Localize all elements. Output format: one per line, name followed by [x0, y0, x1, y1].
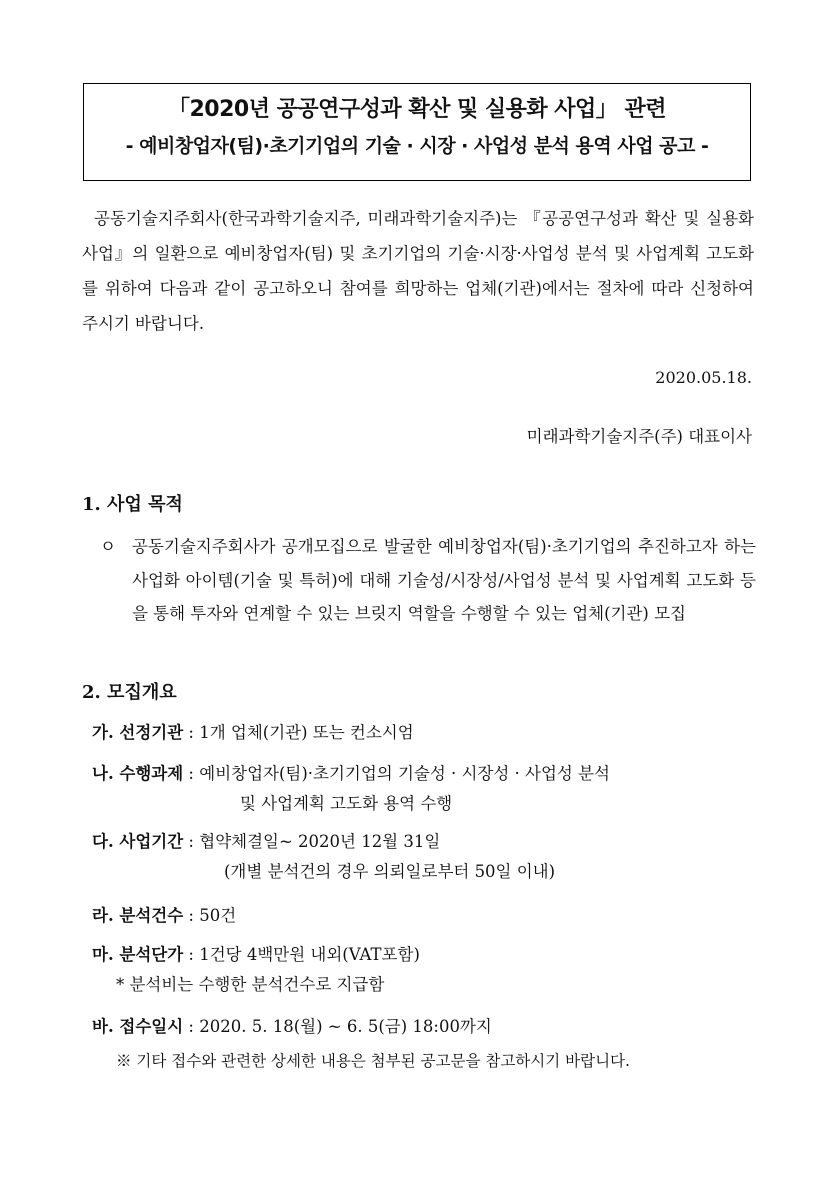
- notice-signer: 미래과학기술지주(주) 대표이사: [526, 427, 752, 446]
- item-separator: :: [183, 832, 200, 851]
- item-value: 1개 업체(기관) 또는 컨소시엄: [199, 723, 414, 742]
- purpose-text: 공동기술지주회사가 공개모집으로 발굴한 예비창업자(팀)·초기기업의 추진하고자 하는 사업화 아이템(기술 및 특허)에 대해 기술성/시장성/사업성 분석 및 사업계획 고도화 등을 통해 투자와 연계할 수 있는 브릿지 역할을 수행할 수 있는 업체(기관) 모집: [132, 537, 756, 623]
- item-separator: :: [183, 945, 200, 964]
- item-value-continued: (개별 분석건의 경우 의뢰일로부터 50일 이내): [224, 862, 556, 881]
- item-separator: :: [183, 1017, 200, 1036]
- bullet-marker: ㅇ: [100, 537, 116, 556]
- item-value: 50건: [199, 906, 237, 925]
- section-purpose-heading: 1. 사업 목적: [82, 494, 183, 515]
- item-label: 바. 접수일시: [92, 1017, 184, 1036]
- item-separator: :: [183, 764, 200, 783]
- item-label: 라. 분석건수: [92, 906, 184, 925]
- item-value: 예비창업자(팀)·초기기업의 기술성 · 시장성 · 사업성 분석: [199, 764, 610, 783]
- item-value: 1건당 4백만원 내외(VAT포함): [199, 945, 420, 964]
- notice-date: 2020.05.18.: [655, 368, 752, 387]
- notice-subtitle: - 예비창업자(팀)·초기기업의 기술 · 시장 · 사업성 분석 용역 사업 공고 -: [125, 135, 709, 157]
- overview-item-selection: [92, 718, 760, 748]
- overview-item-task: [92, 759, 760, 819]
- item-label: 나. 수행과제: [92, 764, 184, 783]
- footer-note: ※ 기타 접수와 관련한 상세한 내용은 첨부된 공고문을 참고하시기 바랍니다.: [116, 1052, 630, 1070]
- notice-title: 「2020년 공공연구성과 확산 및 실용화 사업」 관련: [168, 97, 666, 122]
- item-separator: :: [183, 723, 200, 742]
- overview-item-application-period: [92, 1012, 760, 1042]
- overview-item-period: [92, 827, 760, 887]
- item-value-continued: 및 사업계획 고도화 용역 수행: [240, 794, 453, 813]
- item-value: 협약체결일~ 2020년 12월 31일: [199, 832, 441, 851]
- section-overview-heading: 2. 모집개요: [82, 682, 177, 703]
- item-label: 마. 분석단가: [92, 945, 184, 964]
- overview-item-count: [92, 901, 760, 931]
- section-purpose-body: [100, 530, 756, 631]
- fee-note: * 분석비는 수행한 분석건수로 지급함: [116, 975, 385, 994]
- overview-item-unit-price: [92, 940, 760, 970]
- intro-text: 공동기술지주회사(한국과학기술지주, 미래과학기술지주)는 『공공연구성과 확산 및 실용화 사업』의 일환으로 예비창업자(팀) 및 초기기업의 기술·시장·사업성 분석 및 사업계획 고도화를 위하여 다음과 같이 공고하오니 참여를 희망하는 업체(기관)에서는 절차에 따라 신청하여 주시기 바랍니다.: [82, 209, 754, 333]
- intro-paragraph: [82, 201, 754, 341]
- item-label: 가. 선정기관: [92, 723, 184, 742]
- item-separator: :: [183, 906, 200, 925]
- notice-title-box: [83, 83, 751, 181]
- item-label: 다. 사업기간: [92, 832, 184, 851]
- item-value: 2020. 5. 18(월) ~ 6. 5(금) 18:00까지: [199, 1017, 492, 1036]
